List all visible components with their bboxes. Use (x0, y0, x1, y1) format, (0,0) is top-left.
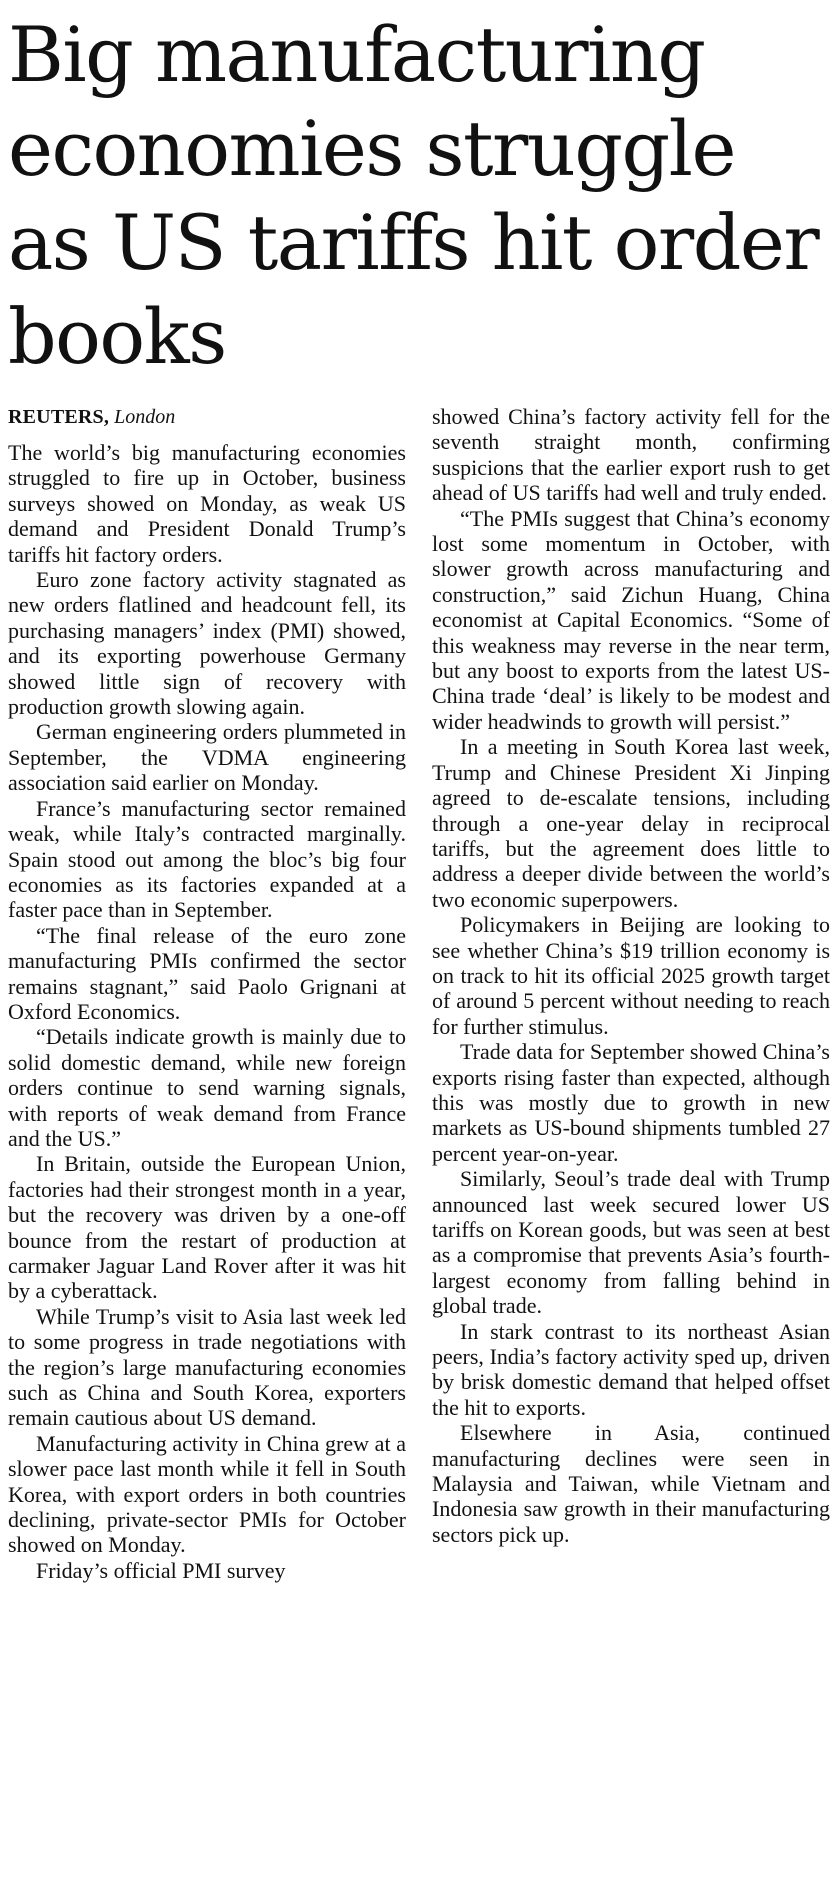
paragraph: Trade data for September showed China’s exports rising faster than expected, although this was mostly due to growth in new markets as US-bound shipments tumbled 27 percent year-on-year. (432, 1039, 830, 1166)
paragraph: Similarly, Seoul’s trade deal with Trump announced last week secured lower US tariffs on Korean goods, but was seen at best as a compromise that prevents Asia’s fourth-largest economy from falling behind in global trade. (432, 1166, 830, 1319)
byline (8, 404, 406, 430)
paragraph: The world’s big manufacturing economies struggled to fire up in October, business surveys showed on Monday, as weak US demand and President Donald Trump’s tariffs hit factory orders. (8, 440, 406, 567)
byline-dateline: London (114, 406, 176, 428)
byline-agency: REUTERS, (8, 406, 110, 428)
paragraph: “The final release of the euro zone manufacturing PMIs confirmed the sector remains stagnant,” said Paolo Grignani at Oxford Economics. (8, 922, 406, 1024)
paragraph: In stark contrast to its northeast Asian peers, India’s factory activity sped up, driven by brisk domestic demand that helped offset the hit to exports. (432, 1318, 830, 1420)
paragraph: Euro zone factory activity stagnated as new orders flatlined and headcount fell, its purchasing managers’ index (PMI) showed, and its exporting powerhouse Germany showed little sign of recovery with production growth slowing again. (8, 567, 406, 720)
right-column (432, 404, 830, 1547)
paragraph: “Details indicate growth is mainly due to solid domestic demand, while new foreign orders continue to send warning signals, with reports of weak demand from France and the US.” (8, 1024, 406, 1151)
paragraph: In Britain, outside the European Union, factories had their strongest month in a year, but the recovery was driven by a one-off bounce from the restart of production at carmaker Jaguar Land Rover after it was hit by a cyberattack. (8, 1151, 406, 1304)
paragraph: Policymakers in Beijing are looking to see whether China’s $19 trillion economy is on track to hit its official 2025 growth target of around 5 percent without needing to reach for further stimulus. (432, 912, 830, 1039)
paragraph: France’s manufacturing sector remained weak, while Italy’s contracted marginally. Spain stood out among the bloc’s big four economies as its factories expanded at a faster pace than in September. (8, 795, 406, 923)
paragraph: “The PMIs suggest that China’s economy lost some momentum in October, with slower growth across manufacturing and construction,” said Zichun Huang, China economist at Capital Economics. “Some of this weakness may reverse in the near term, but any boost to exports from the latest US-China trade ‘deal’ is likely to be modest and wider headwinds to growth will persist.” (432, 505, 830, 734)
paragraph: showed China’s factory activity fell for the seventh straight month, confirming suspicions that the earlier export rush to get ahead of US tariffs had well and truly ended. (432, 404, 830, 506)
paragraph: Manufacturing activity in China grew at a slower pace last month while it fell in South Korea, with export orders in both countries declining, private-sector PMIs for October showed on Monday. (8, 1430, 406, 1558)
paragraph: While Trump’s visit to Asia last week led to some progress in trade negotiations with the region’s large manufacturing economies such as China and South Korea, exporters remain cautious about US demand. (8, 1303, 406, 1431)
paragraph: In a meeting in South Korea last week, Trump and Chinese President Xi Jinping agreed to de-escalate tensions, including through a one-year delay in reciprocal tariffs, but the agreement does little to address a deeper divide between the world’s two economic superpowers. (432, 734, 830, 912)
paragraph: German engineering orders plummeted in September, the VDMA engineering association said earlier on Monday. (8, 719, 406, 796)
left-column (8, 404, 406, 1583)
paragraph: Elsewhere in Asia, continued manufacturing declines were seen in Malaysia and Taiwan, while Vietnam and Indonesia saw growth in their manufacturing sectors pick up. (432, 1420, 830, 1547)
headline: Big manufacturing economies struggle as US tariffs hit order books (8, 10, 819, 381)
paragraph: Friday’s official PMI survey (36, 1557, 286, 1583)
